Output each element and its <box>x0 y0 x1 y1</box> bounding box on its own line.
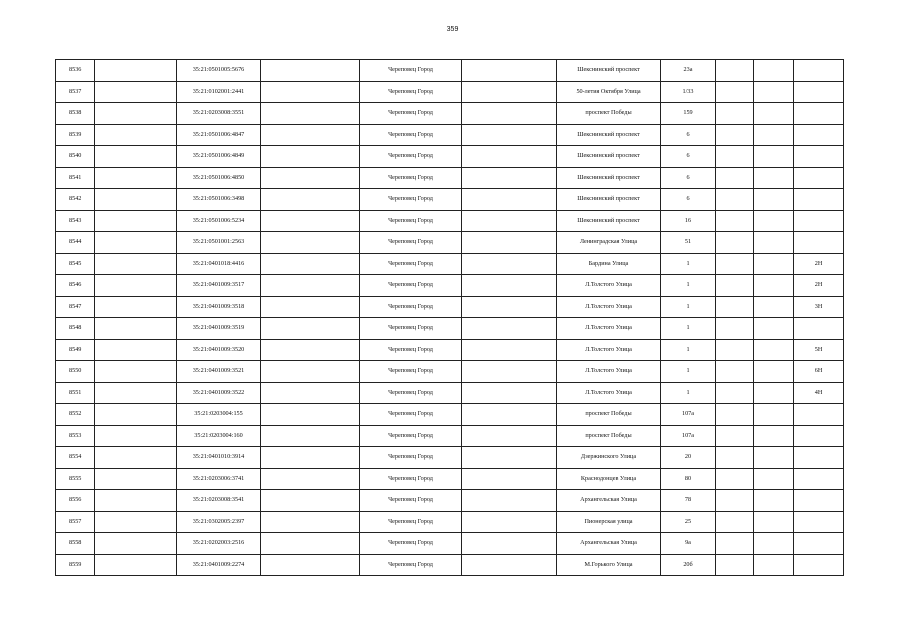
blank-cell <box>95 361 177 383</box>
table-row <box>56 210 844 232</box>
table-row <box>56 425 844 447</box>
house-number-cell: 1 <box>661 318 716 340</box>
cadastral-number-cell: 35:21:0401009:3520 <box>177 339 261 361</box>
cadastral-number-cell: 35:21:0401009:3517 <box>177 275 261 297</box>
blank-cell <box>462 554 557 576</box>
room-number-cell <box>794 210 844 232</box>
blank-cell <box>754 81 794 103</box>
city-cell: Череповец Город <box>360 468 462 490</box>
house-number-cell: 25 <box>661 511 716 533</box>
table-row <box>56 447 844 469</box>
blank-cell <box>462 253 557 275</box>
room-number-cell <box>794 511 844 533</box>
street-cell: Шекснинский проспект <box>557 189 661 211</box>
cadastral-number-cell: 35:21:0501001:2563 <box>177 232 261 254</box>
house-number-cell: 1/33 <box>661 81 716 103</box>
blank-cell <box>95 146 177 168</box>
house-number-cell: 6 <box>661 189 716 211</box>
blank-cell <box>462 210 557 232</box>
table-row <box>56 318 844 340</box>
street-cell: Краснодонцев Улица <box>557 468 661 490</box>
blank-cell <box>716 124 754 146</box>
row-number-cell: 8559 <box>56 554 95 576</box>
street-cell: проспект Победы <box>557 425 661 447</box>
blank-cell <box>95 339 177 361</box>
table-row <box>56 533 844 555</box>
cadastral-number-cell: 35:21:0401018:4416 <box>177 253 261 275</box>
row-number-cell: 8536 <box>56 60 95 82</box>
blank-cell <box>95 103 177 125</box>
city-cell: Череповец Город <box>360 167 462 189</box>
blank-cell <box>754 296 794 318</box>
street-cell: Дзержинского Улица <box>557 447 661 469</box>
table-row <box>56 189 844 211</box>
house-number-cell: 6 <box>661 146 716 168</box>
cadastral-number-cell: 35:21:0203006:3741 <box>177 468 261 490</box>
house-number-cell: 51 <box>661 232 716 254</box>
table-row <box>56 232 844 254</box>
city-cell: Череповец Город <box>360 404 462 426</box>
blank-cell <box>261 81 360 103</box>
blank-cell <box>716 511 754 533</box>
room-number-cell <box>794 189 844 211</box>
city-cell: Череповец Город <box>360 81 462 103</box>
city-cell: Череповец Город <box>360 189 462 211</box>
house-number-cell: 6 <box>661 124 716 146</box>
room-number-cell <box>794 124 844 146</box>
row-number-cell: 8550 <box>56 361 95 383</box>
table-row <box>56 253 844 275</box>
row-number-cell: 8545 <box>56 253 95 275</box>
blank-cell <box>95 318 177 340</box>
table-row <box>56 296 844 318</box>
blank-cell <box>95 490 177 512</box>
blank-cell <box>462 533 557 555</box>
room-number-cell: 6Н <box>794 361 844 383</box>
table-row <box>56 167 844 189</box>
street-cell: Л.Толстого Улица <box>557 296 661 318</box>
cadastral-number-cell: 35:21:0501006:4849 <box>177 146 261 168</box>
blank-cell <box>462 404 557 426</box>
blank-cell <box>462 232 557 254</box>
blank-cell <box>754 533 794 555</box>
blank-cell <box>716 554 754 576</box>
street-cell: Л.Толстого Улица <box>557 318 661 340</box>
row-number-cell: 8554 <box>56 447 95 469</box>
blank-cell <box>462 447 557 469</box>
room-number-cell <box>794 468 844 490</box>
blank-cell <box>261 468 360 490</box>
blank-cell <box>261 425 360 447</box>
blank-cell <box>754 232 794 254</box>
property-registry-table <box>55 59 844 576</box>
cadastral-number-cell: 35:21:0501006:4850 <box>177 167 261 189</box>
blank-cell <box>462 382 557 404</box>
city-cell: Череповец Город <box>360 60 462 82</box>
cadastral-number-cell: 35:21:0401009:3521 <box>177 361 261 383</box>
blank-cell <box>716 60 754 82</box>
blank-cell <box>95 533 177 555</box>
blank-cell <box>716 275 754 297</box>
blank-cell <box>261 124 360 146</box>
city-cell: Череповец Город <box>360 124 462 146</box>
blank-cell <box>95 275 177 297</box>
blank-cell <box>462 103 557 125</box>
cadastral-number-cell: 35:21:0302005:2397 <box>177 511 261 533</box>
city-cell: Череповец Город <box>360 253 462 275</box>
street-cell: Пионерская улица <box>557 511 661 533</box>
street-cell: Шекснинский проспект <box>557 167 661 189</box>
street-cell: Л.Толстого Улица <box>557 339 661 361</box>
table-row <box>56 146 844 168</box>
page-number: 359 <box>446 26 459 33</box>
house-number-cell: 1 <box>661 361 716 383</box>
cadastral-number-cell: 35:21:0102001:2441 <box>177 81 261 103</box>
cadastral-number-cell: 35:21:0401010:3914 <box>177 447 261 469</box>
blank-cell <box>716 490 754 512</box>
house-number-cell: 159 <box>661 103 716 125</box>
table-row <box>56 361 844 383</box>
city-cell: Череповец Город <box>360 103 462 125</box>
row-number-cell: 8543 <box>56 210 95 232</box>
blank-cell <box>716 404 754 426</box>
row-number-cell: 8548 <box>56 318 95 340</box>
row-number-cell: 8553 <box>56 425 95 447</box>
city-cell: Череповец Город <box>360 296 462 318</box>
blank-cell <box>462 361 557 383</box>
city-cell: Череповец Город <box>360 511 462 533</box>
table-row <box>56 382 844 404</box>
blank-cell <box>261 253 360 275</box>
blank-cell <box>716 253 754 275</box>
house-number-cell: 78 <box>661 490 716 512</box>
blank-cell <box>261 404 360 426</box>
room-number-cell <box>794 232 844 254</box>
table-row <box>56 275 844 297</box>
blank-cell <box>754 318 794 340</box>
street-cell: Л.Толстого Улица <box>557 361 661 383</box>
row-number-cell: 8549 <box>56 339 95 361</box>
table-row <box>56 554 844 576</box>
blank-cell <box>716 318 754 340</box>
blank-cell <box>261 382 360 404</box>
room-number-cell <box>794 146 844 168</box>
blank-cell <box>754 146 794 168</box>
street-cell: Л.Толстого Улица <box>557 275 661 297</box>
blank-cell <box>95 210 177 232</box>
house-number-cell: 6 <box>661 167 716 189</box>
street-cell: Шекснинский проспект <box>557 124 661 146</box>
city-cell: Череповец Город <box>360 533 462 555</box>
cadastral-number-cell: 35:21:0501006:5234 <box>177 210 261 232</box>
blank-cell <box>716 425 754 447</box>
blank-cell <box>95 425 177 447</box>
row-number-cell: 8547 <box>56 296 95 318</box>
blank-cell <box>462 339 557 361</box>
cadastral-number-cell: 35:21:0401009:3522 <box>177 382 261 404</box>
house-number-cell: 9а <box>661 533 716 555</box>
row-number-cell: 8538 <box>56 103 95 125</box>
blank-cell <box>261 60 360 82</box>
street-cell: Шекснинский проспект <box>557 60 661 82</box>
blank-cell <box>716 468 754 490</box>
room-number-cell <box>794 60 844 82</box>
table-row <box>56 404 844 426</box>
cadastral-number-cell: 35:21:0203004:160 <box>177 425 261 447</box>
city-cell: Череповец Город <box>360 210 462 232</box>
blank-cell <box>716 296 754 318</box>
blank-cell <box>261 232 360 254</box>
blank-cell <box>95 511 177 533</box>
blank-cell <box>261 275 360 297</box>
blank-cell <box>754 210 794 232</box>
row-number-cell: 8552 <box>56 404 95 426</box>
blank-cell <box>462 511 557 533</box>
table-row <box>56 81 844 103</box>
row-number-cell: 8541 <box>56 167 95 189</box>
blank-cell <box>261 511 360 533</box>
house-number-cell: 80 <box>661 468 716 490</box>
house-number-cell: 23а <box>661 60 716 82</box>
blank-cell <box>716 103 754 125</box>
street-cell: проспект Победы <box>557 404 661 426</box>
house-number-cell: 107а <box>661 425 716 447</box>
blank-cell <box>462 146 557 168</box>
city-cell: Череповец Город <box>360 382 462 404</box>
cadastral-number-cell: 35:21:0401009:3518 <box>177 296 261 318</box>
house-number-cell: 1 <box>661 339 716 361</box>
room-number-cell <box>794 490 844 512</box>
street-cell: Архангельская Улица <box>557 533 661 555</box>
blank-cell <box>462 425 557 447</box>
blank-cell <box>462 189 557 211</box>
blank-cell <box>754 447 794 469</box>
blank-cell <box>716 361 754 383</box>
blank-cell <box>261 103 360 125</box>
blank-cell <box>754 339 794 361</box>
blank-cell <box>95 468 177 490</box>
blank-cell <box>716 339 754 361</box>
city-cell: Череповец Город <box>360 275 462 297</box>
blank-cell <box>716 447 754 469</box>
street-cell: 50-летия Октября Улица <box>557 81 661 103</box>
blank-cell <box>462 275 557 297</box>
blank-cell <box>95 554 177 576</box>
blank-cell <box>462 81 557 103</box>
row-number-cell: 8556 <box>56 490 95 512</box>
blank-cell <box>261 490 360 512</box>
street-cell: Шекснинский проспект <box>557 146 661 168</box>
table-row <box>56 103 844 125</box>
table-row <box>56 468 844 490</box>
cadastral-number-cell: 35:21:0202003:2516 <box>177 533 261 555</box>
row-number-cell: 8542 <box>56 189 95 211</box>
blank-cell <box>716 189 754 211</box>
street-cell: Архангельская Улица <box>557 490 661 512</box>
room-number-cell: 5Н <box>794 339 844 361</box>
row-number-cell: 8537 <box>56 81 95 103</box>
blank-cell <box>261 318 360 340</box>
blank-cell <box>462 167 557 189</box>
blank-cell <box>261 189 360 211</box>
blank-cell <box>754 382 794 404</box>
blank-cell <box>716 533 754 555</box>
blank-cell <box>462 468 557 490</box>
house-number-cell: 1 <box>661 253 716 275</box>
city-cell: Череповец Город <box>360 490 462 512</box>
street-cell: Бардина Улица <box>557 253 661 275</box>
table-row <box>56 339 844 361</box>
blank-cell <box>95 124 177 146</box>
city-cell: Череповец Город <box>360 425 462 447</box>
blank-cell <box>754 103 794 125</box>
blank-cell <box>261 447 360 469</box>
row-number-cell: 8551 <box>56 382 95 404</box>
house-number-cell: 16 <box>661 210 716 232</box>
blank-cell <box>95 296 177 318</box>
blank-cell <box>95 253 177 275</box>
blank-cell <box>95 167 177 189</box>
cadastral-number-cell: 35:21:0401009:3519 <box>177 318 261 340</box>
blank-cell <box>261 167 360 189</box>
blank-cell <box>462 60 557 82</box>
blank-cell <box>754 404 794 426</box>
row-number-cell: 8546 <box>56 275 95 297</box>
house-number-cell: 20б <box>661 554 716 576</box>
room-number-cell: 2Н <box>794 253 844 275</box>
house-number-cell: 1 <box>661 275 716 297</box>
blank-cell <box>754 60 794 82</box>
blank-cell <box>462 296 557 318</box>
room-number-cell <box>794 103 844 125</box>
street-cell: Л.Толстого Улица <box>557 382 661 404</box>
cadastral-number-cell: 35:21:0501006:4847 <box>177 124 261 146</box>
room-number-cell: 2Н <box>794 275 844 297</box>
city-cell: Череповец Город <box>360 447 462 469</box>
table-row <box>56 490 844 512</box>
cadastral-number-cell: 35:21:0401009:2274 <box>177 554 261 576</box>
room-number-cell <box>794 81 844 103</box>
blank-cell <box>716 210 754 232</box>
row-number-cell: 8544 <box>56 232 95 254</box>
blank-cell <box>95 447 177 469</box>
blank-cell <box>754 425 794 447</box>
blank-cell <box>716 81 754 103</box>
row-number-cell: 8540 <box>56 146 95 168</box>
city-cell: Череповец Город <box>360 554 462 576</box>
street-cell: проспект Победы <box>557 103 661 125</box>
row-number-cell: 8555 <box>56 468 95 490</box>
blank-cell <box>716 382 754 404</box>
room-number-cell <box>794 167 844 189</box>
table-row <box>56 511 844 533</box>
city-cell: Череповец Город <box>360 361 462 383</box>
blank-cell <box>95 382 177 404</box>
city-cell: Череповец Город <box>360 318 462 340</box>
house-number-cell: 1 <box>661 296 716 318</box>
blank-cell <box>754 124 794 146</box>
blank-cell <box>754 253 794 275</box>
room-number-cell <box>794 318 844 340</box>
blank-cell <box>462 490 557 512</box>
cadastral-number-cell: 35:21:0203008:3551 <box>177 103 261 125</box>
city-cell: Череповец Город <box>360 232 462 254</box>
blank-cell <box>754 468 794 490</box>
blank-cell <box>754 167 794 189</box>
blank-cell <box>261 361 360 383</box>
room-number-cell <box>794 404 844 426</box>
blank-cell <box>754 554 794 576</box>
registry-body <box>56 60 844 576</box>
room-number-cell: 3Н <box>794 296 844 318</box>
blank-cell <box>716 232 754 254</box>
room-number-cell <box>794 554 844 576</box>
house-number-cell: 20 <box>661 447 716 469</box>
street-cell: Ленинградская Улица <box>557 232 661 254</box>
blank-cell <box>95 60 177 82</box>
room-number-cell <box>794 447 844 469</box>
cadastral-number-cell: 35:21:0501006:3498 <box>177 189 261 211</box>
blank-cell <box>95 232 177 254</box>
city-cell: Череповец Город <box>360 146 462 168</box>
blank-cell <box>754 361 794 383</box>
blank-cell <box>462 318 557 340</box>
room-number-cell: 4Н <box>794 382 844 404</box>
blank-cell <box>261 533 360 555</box>
room-number-cell <box>794 533 844 555</box>
blank-cell <box>261 296 360 318</box>
house-number-cell: 107а <box>661 404 716 426</box>
street-cell: М.Горького Улица <box>557 554 661 576</box>
house-number-cell: 1 <box>661 382 716 404</box>
blank-cell <box>716 146 754 168</box>
table-row <box>56 60 844 82</box>
cadastral-number-cell: 35:21:0203008:3541 <box>177 490 261 512</box>
blank-cell <box>95 189 177 211</box>
city-cell: Череповец Город <box>360 339 462 361</box>
blank-cell <box>462 124 557 146</box>
blank-cell <box>261 146 360 168</box>
cadastral-number-cell: 35:21:0501005:5676 <box>177 60 261 82</box>
row-number-cell: 8557 <box>56 511 95 533</box>
street-cell: Шекснинский проспект <box>557 210 661 232</box>
blank-cell <box>754 189 794 211</box>
blank-cell <box>754 511 794 533</box>
blank-cell <box>261 210 360 232</box>
blank-cell <box>95 81 177 103</box>
room-number-cell <box>794 425 844 447</box>
row-number-cell: 8539 <box>56 124 95 146</box>
blank-cell <box>754 490 794 512</box>
cadastral-number-cell: 35:21:0203004:155 <box>177 404 261 426</box>
blank-cell <box>261 339 360 361</box>
row-number-cell: 8558 <box>56 533 95 555</box>
blank-cell <box>95 404 177 426</box>
blank-cell <box>716 167 754 189</box>
table-row <box>56 124 844 146</box>
blank-cell <box>754 275 794 297</box>
blank-cell <box>261 554 360 576</box>
